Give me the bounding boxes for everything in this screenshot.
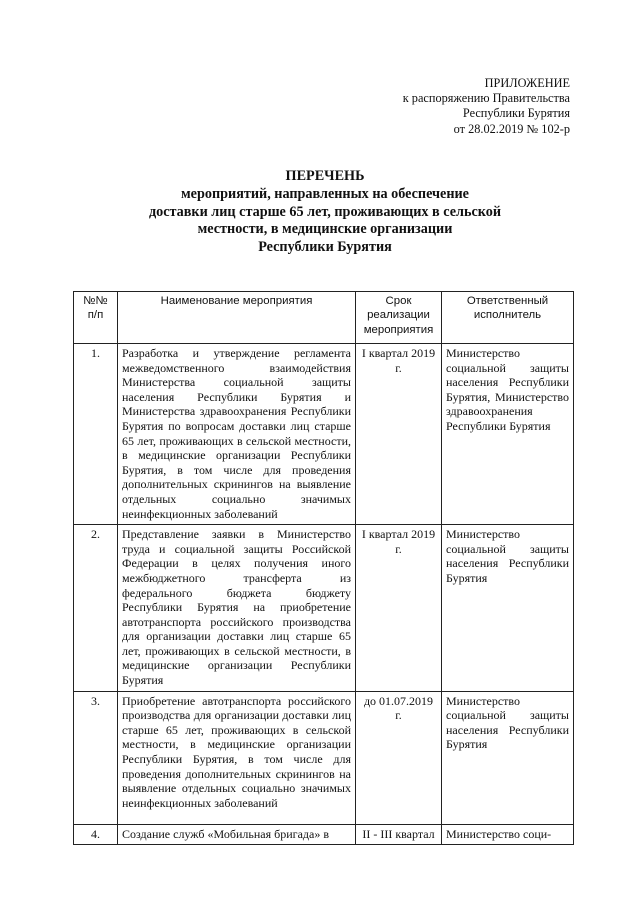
column-header-name: Наименование мероприятия (118, 292, 356, 344)
row-executor: Министерство социальной защиты населения Республики Бурятия (442, 525, 574, 692)
column-header-number: №№ п/п (74, 292, 118, 344)
document-title (80, 168, 570, 257)
title-line-5: Республики Бурятия (258, 239, 392, 256)
title-line-1: ПЕРЕЧЕНЬ (285, 168, 365, 184)
header-appendix: ПРИЛОЖЕНИЕ (484, 76, 570, 90)
row-term: I квартал 2019 г. (356, 344, 442, 525)
column-header-term: Срок реализации мероприятия (356, 292, 442, 344)
table-row (74, 525, 574, 692)
row-executor: Министерство социальной защиты населения Республики Бурятия (442, 691, 574, 824)
title-line-4: местности, в медицинские организации (197, 221, 453, 238)
row-measure-name: Приобретение автотранспорта российского производства для организации доставки лиц старше 65 лет, проживающих в сельской местности, в медицинские организации Республики Бурятия, в том числе для проведения дополнительных скринингов на выявление отдельных социально значимых неинфекционных заболеваний (118, 691, 356, 824)
row-number: 4. (74, 824, 118, 845)
measures-table (73, 291, 574, 845)
table-row (74, 344, 574, 525)
column-header-executor: Ответственный исполнитель (442, 292, 574, 344)
header-order-ref: к распоряжению Правительства (402, 91, 570, 106)
row-term: I квартал 2019 г. (356, 525, 442, 692)
table-header-row (74, 292, 574, 344)
row-number: 3. (74, 691, 118, 824)
row-measure-name: Разработка и утверждение регламента межведомственного взаимодействия Министерства социальной защиты населения Республики Бурятия и Министерства здравоохранения Республики Бурятия по вопросам доставки лиц старше 65 лет, проживающих в сельской местности, в медицинские организации Республики Бурятия, в том числе для проведения дополнительных скринингов на выявление отдельных социально значимых неинфекционных заболеваний (118, 344, 356, 525)
title-line-3: доставки лиц старше 65 лет, проживающих в сельской (148, 203, 502, 220)
row-executor: Министерство социальной защиты населения Республики Бурятия, Министерство здравоохранения Республики Бурятия (442, 344, 574, 525)
header-republic: Республики Бурятия (462, 106, 570, 121)
row-measure-name: Представление заявки в Министерство труда и социальной защиты Российской Федерации в целях получения иного межбюджетного трансферта из федерального бюджета бюджету Республики Бурятия на приобретение автотранспорта российского производства для организации доставки лиц старше 65 лет, проживающих в сельской местности, в медицинские организации Республики Бурятия (118, 525, 356, 692)
title-line-2: мероприятий, направленных на обеспечение (181, 185, 469, 202)
document-header (403, 76, 570, 137)
row-term: II - III квартал (356, 824, 442, 845)
header-date-number: от 28.02.2019 № 102-р (453, 121, 570, 136)
table-row (74, 691, 574, 824)
table-row (74, 824, 574, 845)
row-number: 1. (74, 344, 118, 525)
row-number: 2. (74, 525, 118, 692)
row-term: до 01.07.2019 г. (356, 691, 442, 824)
row-measure-name: Создание служб «Мобильная бригада» в (118, 824, 356, 845)
row-executor: Министерство соци- (442, 824, 574, 845)
